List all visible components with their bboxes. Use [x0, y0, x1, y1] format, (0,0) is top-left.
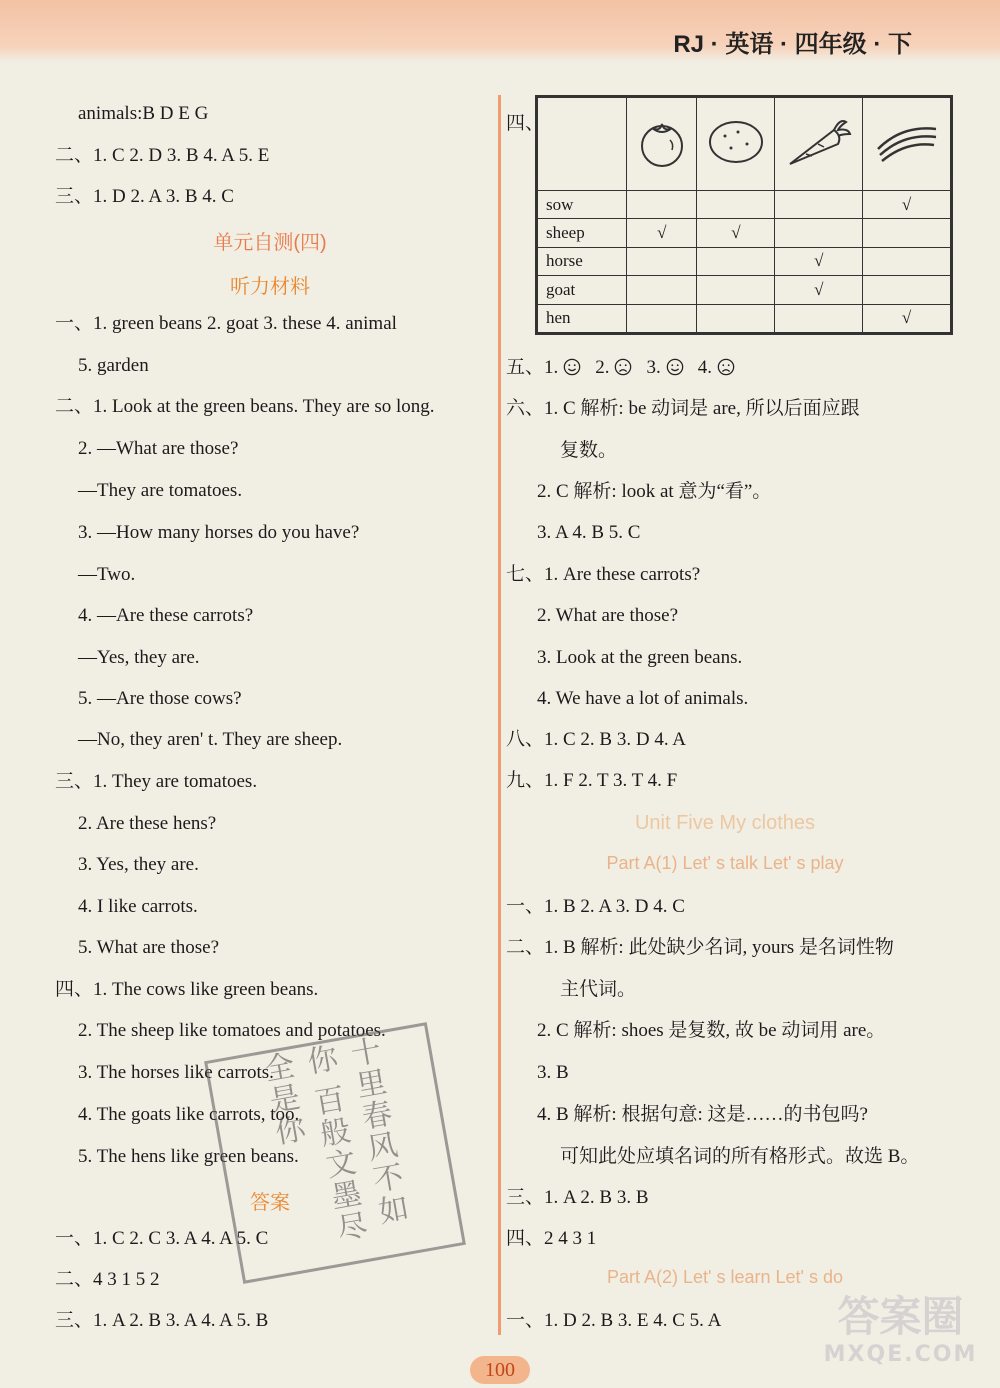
answer-line: 4. I like carrots. — [78, 896, 198, 917]
seal-stamp — [204, 1022, 466, 1284]
smiley-face-icon — [666, 358, 684, 376]
table-cell — [627, 247, 697, 275]
faces-label-3: 3. — [646, 357, 661, 378]
faces-label-1: 五、1. — [506, 357, 559, 378]
row-label-goat: goat — [538, 276, 627, 304]
answer-line: 5. —Are those cows? — [78, 688, 242, 709]
stamp-text: 十里春风不如你 百般文墨尽全是你 — [256, 1034, 410, 1246]
answer-line: 一、1. C 2. C 3. A 4. A 5. C — [55, 1228, 269, 1249]
table-cell — [775, 191, 863, 219]
row-label-horse: horse — [538, 247, 627, 275]
answer-line: 4. We have a lot of animals. — [537, 688, 749, 709]
answer-line: 2. Are these hens? — [78, 813, 217, 834]
table-cell — [863, 219, 951, 247]
answer-line: 三、1. A 2. B 3. A 4. A 5. B — [55, 1310, 269, 1331]
check-mark: √ — [863, 304, 951, 332]
page-number: 100 — [470, 1356, 530, 1384]
sad-face-icon — [614, 358, 632, 376]
table-label: 四、 — [506, 113, 545, 134]
answer-line: —They are tomatoes. — [78, 480, 243, 501]
answer-line: 二、1. Look at the green beans. They are so long. — [55, 396, 435, 417]
answer-line: 九、1. F 2. T 3. T 4. F — [506, 770, 678, 791]
column-divider — [498, 95, 501, 1335]
answer-line: animals:B D E G — [78, 103, 209, 124]
row-label-hen: hen — [538, 304, 627, 332]
answer-line: 一、1. B 2. A 3. D 4. C — [506, 896, 685, 917]
watermark-main: 答案圈 — [837, 1292, 964, 1341]
watermark-url: MXQE.COM — [823, 1342, 978, 1367]
table-cell — [697, 276, 775, 304]
green-beans-icon — [872, 119, 942, 165]
answer-line: 4. B 解析: 根据句意: 这是……的书包吗? — [537, 1104, 868, 1125]
table-header-cell — [775, 98, 863, 191]
answer-line: 2. —What are those? — [78, 438, 239, 459]
answer-line: 5. The hens like green beans. — [78, 1146, 299, 1167]
table-cell — [627, 276, 697, 304]
answer-line: 3. Yes, they are. — [78, 854, 199, 875]
answer-line: 4. The goats like carrots, too. — [78, 1104, 300, 1125]
table-cell — [775, 304, 863, 332]
listening-material-title: 听力材料 — [230, 276, 310, 298]
part-a2-title: Part A(2) Let' s learn Let' s do — [607, 1267, 843, 1287]
check-mark: √ — [775, 247, 863, 275]
faces-answer-line — [506, 356, 735, 380]
table-header-cell — [697, 98, 775, 191]
answer-line: 3. B — [537, 1062, 569, 1083]
answer-line: 5. garden — [78, 355, 149, 376]
answer-line: 主代词。 — [560, 979, 637, 1000]
answer-line: 一、1. D 2. B 3. E 4. C 5. A — [506, 1310, 722, 1331]
answer-line: —Yes, they are. — [78, 647, 200, 668]
answer-line: 三、1. D 2. A 3. B 4. C — [55, 186, 234, 207]
table-cell — [863, 276, 951, 304]
answer-line: —Two. — [78, 564, 136, 585]
table-cell — [697, 247, 775, 275]
check-mark: √ — [627, 219, 697, 247]
sad-face-icon — [717, 358, 735, 376]
faces-label-2: 2. — [595, 357, 610, 378]
row-label-sow: sow — [538, 191, 627, 219]
table-cell — [775, 219, 863, 247]
answer-line: 二、1. B 解析: 此处缺少名词, yours 是名词性物 — [506, 937, 894, 958]
answer-line: 3. —How many horses do you have? — [78, 522, 360, 543]
check-mark: √ — [775, 276, 863, 304]
tomato-icon — [634, 114, 690, 170]
answer-line: 四、1. The cows like green beans. — [55, 979, 319, 1000]
potato-icon — [705, 116, 767, 168]
part-a1-title: Part A(1) Let' s talk Let' s play — [606, 853, 844, 873]
answer-line: 二、4 3 1 5 2 — [55, 1269, 160, 1290]
answer-line: —No, they aren' t. They are sheep. — [78, 729, 343, 750]
answer-line: 5. What are those? — [78, 937, 220, 958]
answer-line: 4. —Are these carrots? — [78, 605, 254, 626]
check-mark: √ — [697, 219, 775, 247]
answer-line: 3. The horses like carrots. — [78, 1062, 274, 1083]
table-header-cell — [863, 98, 951, 191]
carrot-icon — [784, 114, 854, 170]
table-corner-cell — [538, 98, 627, 191]
answer-line: 二、1. C 2. D 3. B 4. A 5. E — [55, 145, 270, 166]
header-title: RJ · 英语 · 四年级 · 下 — [673, 31, 912, 58]
answer-line: 六、1. C 解析: be 动词是 are, 所以后面应跟 — [506, 398, 860, 419]
faces-label-4: 4. — [697, 357, 713, 378]
table-cell — [697, 191, 775, 219]
food-preference-table — [535, 95, 953, 335]
unit-five-title: Unit Five My clothes — [634, 812, 816, 834]
answer-line: 四、2 4 3 1 — [506, 1228, 597, 1249]
answer-line: 2. C 解析: shoes 是复数, 故 be 动词用 are。 — [537, 1020, 886, 1041]
table-header-cell — [627, 98, 697, 191]
answer-line: 可知此处应填名词的所有格形式。故选 B。 — [560, 1146, 920, 1167]
table-cell — [863, 247, 951, 275]
table-cell — [627, 191, 697, 219]
answer-key-title: 答案 — [250, 1192, 290, 1214]
answer-line: 2. C 解析: look at 意为“看”。 — [537, 481, 772, 502]
answer-line: 复数。 — [560, 440, 618, 461]
smiley-face-icon — [563, 358, 581, 376]
answer-line: 三、1. They are tomatoes. — [55, 771, 258, 792]
row-label-sheep: sheep — [538, 219, 627, 247]
answer-line: 2. The sheep like tomatoes and potatoes. — [78, 1020, 386, 1041]
table-cell — [697, 304, 775, 332]
check-mark: √ — [863, 191, 951, 219]
unit-test-title: 单元自测(四) — [213, 232, 327, 254]
answer-line: 2. What are those? — [537, 605, 679, 626]
table-cell — [627, 304, 697, 332]
answer-line: 3. A 4. B 5. C — [537, 522, 641, 543]
answer-line: 3. Look at the green beans. — [537, 647, 743, 668]
answer-line: 一、1. green beans 2. goat 3. these 4. animal — [55, 313, 397, 334]
answer-line: 八、1. C 2. B 3. D 4. A — [506, 729, 686, 750]
answer-line: 七、1. Are these carrots? — [506, 564, 701, 585]
answer-line: 三、1. A 2. B 3. B — [506, 1187, 649, 1208]
watermark-logo — [813, 1292, 988, 1382]
